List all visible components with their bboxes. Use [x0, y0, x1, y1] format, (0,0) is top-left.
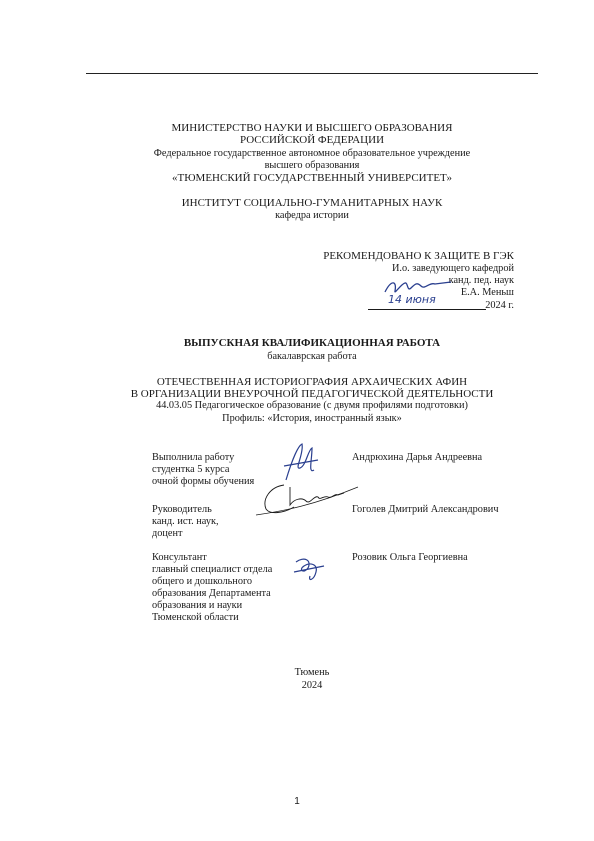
approval-date-year: 2024 г. [485, 300, 514, 311]
consultant-label-2: главный специалист отдела [152, 564, 273, 575]
author-label-3: очной формы обучения [152, 476, 255, 487]
ministry-line-2: РОССИЙСКОЙ ФЕДЕРАЦИИ [239, 134, 385, 146]
institution-line-1: Федеральное государственное автономное образовательное учреждение [153, 148, 471, 159]
title-page [86, 73, 538, 738]
supervisor-label-3: доцент [152, 528, 183, 539]
consultant-label-5: образования и науки [152, 600, 243, 611]
department-name: кафедра истории [275, 210, 349, 221]
approval-name: Е.А. Меньш [460, 287, 514, 298]
ministry-line-1: МИНИСТЕРСТВО НАУКИ И ВЫСШЕГО ОБРАЗОВАНИЯ [171, 122, 453, 134]
institute-name: ИНСТИТУТ СОЦИАЛЬНО-ГУМАНИТАРНЫХ НАУК [181, 197, 443, 209]
year: 2024 [301, 680, 323, 691]
consultant-label-1: Консультант [152, 552, 207, 563]
author-signature-icon [278, 440, 328, 486]
page-number: 1 [294, 796, 300, 807]
city: Тюмень [294, 667, 330, 678]
supervisor-label-2: канд. ист. наук, [152, 516, 219, 527]
consultant-name: Розовик Ольга Георгиевна [352, 552, 468, 563]
approval-title: РЕКОМЕНДОВАНО К ЗАЩИТЕ В ГЭК [323, 250, 514, 262]
consultant-label-3: общего и дошкольного [152, 576, 253, 587]
author-label-2: студентка 5 курса [152, 464, 230, 475]
program-code: 44.03.05 Педагогическое образование (с двумя профилями подготовки) [156, 400, 468, 411]
supervisor-name: Гоголев Дмитрий Александрович [352, 504, 499, 515]
consultant-signature-icon [290, 554, 330, 586]
date-handwritten: 14 июня [388, 293, 436, 306]
supervisor-signature-icon [254, 481, 364, 519]
program-profile: Профиль: «История, иностранный язык» [222, 413, 402, 424]
approval-degree: канд. пед. наук [448, 275, 514, 286]
institution-line-2: высшего образования [264, 160, 360, 171]
work-title-line-2: В ОРГАНИЗАЦИИ ВНЕУРОЧНОЙ ПЕДАГОГИЧЕСКОЙ ДЕЯТЕЛЬНОСТИ [130, 388, 494, 400]
university-name: «ТЮМЕНСКИЙ ГОСУДАРСТВЕННЫЙ УНИВЕРСИТЕТ» [172, 172, 452, 184]
consultant-label-4: образования Департамента [152, 588, 271, 599]
author-label-1: Выполнила работу [152, 452, 235, 463]
work-title-line-1: ОТЕЧЕСТВЕННАЯ ИСТОРИОГРАФИЯ АРХАИЧЕСКИХ АФИН [156, 376, 468, 388]
supervisor-label-1: Руководитель [152, 504, 212, 515]
work-type: ВЫПУСКНАЯ КВАЛИФИКАЦИОННАЯ РАБОТА [183, 337, 441, 349]
approval-position: И.о. заведующего кафедрой [391, 263, 514, 274]
work-subtype: бакалаврская работа [267, 351, 357, 362]
author-name: Андрюхина Дарья Андреевна [352, 452, 483, 463]
consultant-label-6: Тюменской области [152, 612, 239, 623]
